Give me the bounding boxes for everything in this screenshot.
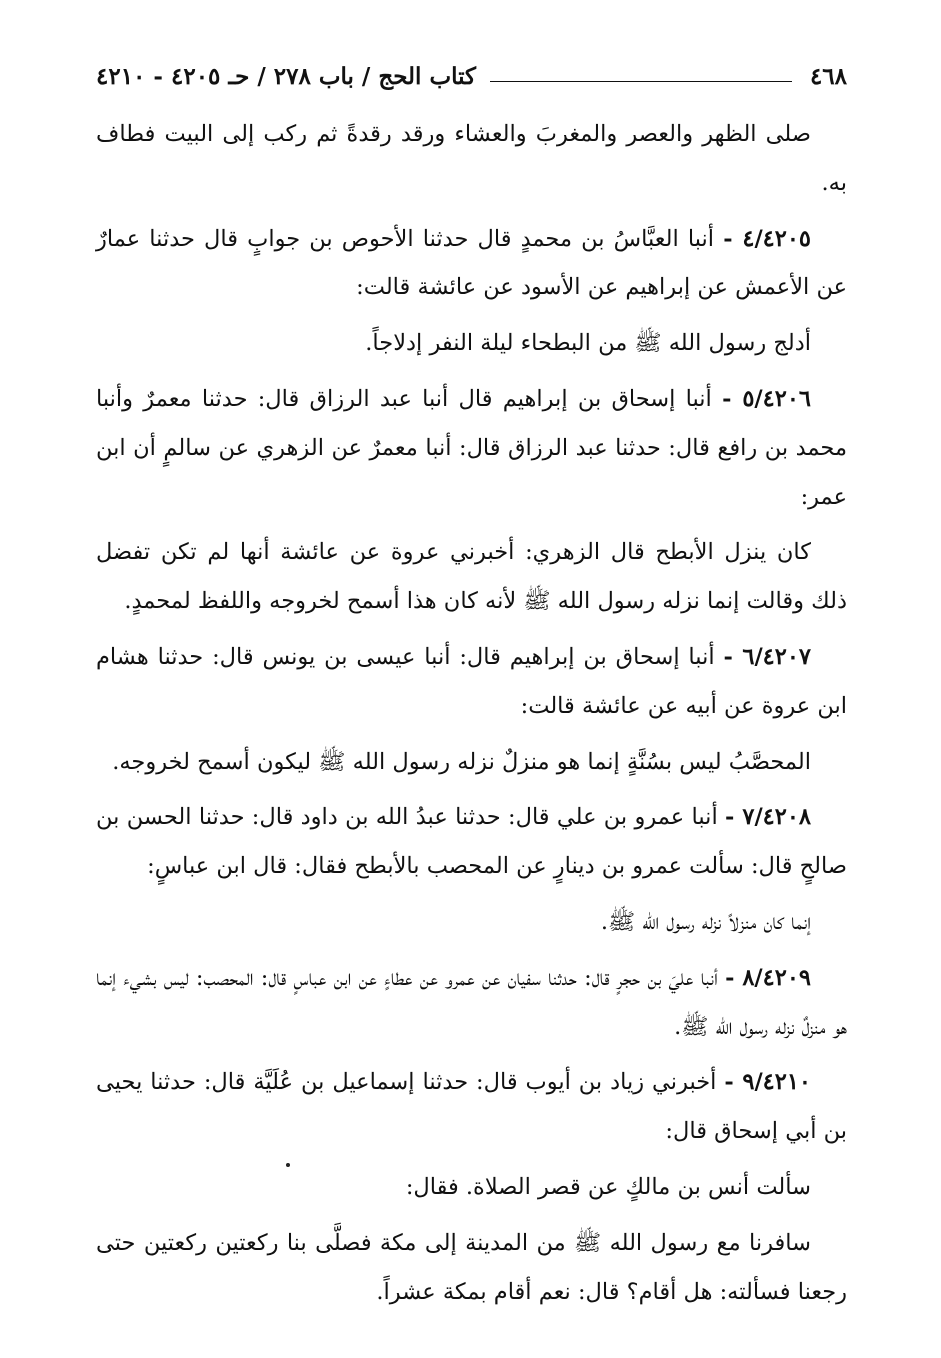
hadith-number: ٩/٤٢١٠ - [724,1069,812,1096]
paragraph [96,633,847,731]
paragraph-text: كان ينزل الأبطح قال الزهري: أخبرني عروة عن عائشة أنها لم تكن تفضل ذلك وقالت إنما نزله رسول الله ﷺ لأنه كان هذا أسمح لخروجه واللفظ لمحمدٍ. [96,539,847,615]
hadith-number: ٧/٤٢٠٨ - [725,804,812,831]
paragraph [96,215,847,313]
paragraph [96,319,847,368]
paragraph [96,528,847,626]
paragraph [96,954,847,1052]
paragraph [96,738,847,787]
paragraph [96,793,847,891]
page-header [96,56,847,96]
page-body [96,110,847,1323]
paragraph-text: سافرنا مع رسول الله ﷺ من المدينة إلى مكة فصلَّى بنا ركعتين ركعتين حتى رجعنا فسألته: هل أقام؟ قال: نعم أقام بمكة عشراً. [96,1229,847,1305]
hadith-number: ٥/٤٢٠٦ - [722,385,811,412]
paragraph-text: أنبا إسحاق بن إبراهيم قال: أنبا عيسى بن يونس قال: حدثنا هشام ابن عروة عن أبيه عن عائشة قالت: [96,643,847,719]
paragraph [96,110,847,208]
hadith-number: ٦/٤٢٠٧ - [723,643,812,670]
running-title: كتاب الحج / باب ٢٧٨ / حـ ٤٢٠٥ - ٤٢١٠ [96,62,476,90]
paragraph [96,1219,847,1317]
paragraph [96,1163,847,1212]
paragraph-text: أدلج رسول الله ﷺ من البطحاء ليلة النفر إدلاجاً. [365,330,811,357]
hadith-number: ٨/٤٢٠٩ - [725,964,811,991]
paragraph-text: أنبا عليَ بن حجرٍ قال: حدثنا سفيان عن عمرو عن عطاءٍ عن ابن عباسٍ قال: المحصب: ليس بشيء إنما هو منزلٌ نزله رسول الله ﷺ. [96,964,847,1040]
paragraph-text: أخبرني زياد بن أيوب قال: حدثنا إسماعيل بن عُلَيَّة قال: حدثنا يحيى بن أبي إسحاق قال: [96,1069,847,1145]
paragraph [96,375,847,521]
hadith-number: ٤/٤٢٠٥ - [723,225,812,252]
scan-speck [286,1163,290,1167]
paragraph-text: أنبا عمرو بن علي قال: حدثنا عبدُ الله بن داود قال: حدثنا الحسن بن صالحٍ قال: سألت عمرو بن دينارٍ عن المحصب بالأبطح فقال: قال ابن عباسٍ: [96,804,847,880]
paragraph-text: أنبا العبَّاسُ بن محمدٍ قال حدثنا الأحوص بن جوابٍ قال حدثنا عمارٌ عن الأعمش عن إبراهيم عن الأسود عن عائشة قالت: [96,225,847,301]
paragraph-text: سألت أنس بن مالكٍ عن قصر الصلاة. فقال: [405,1173,811,1200]
paragraph-text: إنما كان منزلاً نزله رسول الله ﷺ. [600,908,811,935]
paragraph-text: صلى الظهر والعصر والمغربَ والعشاء ورقد رقدةً ثم ركب إلى البيت فطاف به. [96,121,847,196]
paragraph [96,1058,847,1156]
paragraph [96,898,847,947]
paragraph-text: المحصَّبُ ليس بسُنَّةٍ إنما هو منزلٌ نزله رسول الله ﷺ ليكون أسمح لخروجه. [112,748,811,775]
paragraph-text: أنبا إسحاق بن إبراهيم قال أنبا عبد الرزاق قال: حدثنا معمرٌ وأنبا محمد بن رافع قال: حدثنا عبد الرزاق قال: أنبا معمرٌ عن الزهري عن سالمٍ أن ابن عمر: [96,385,847,510]
page-number: ٤٦٨ [809,62,847,90]
header-rule [490,81,792,82]
